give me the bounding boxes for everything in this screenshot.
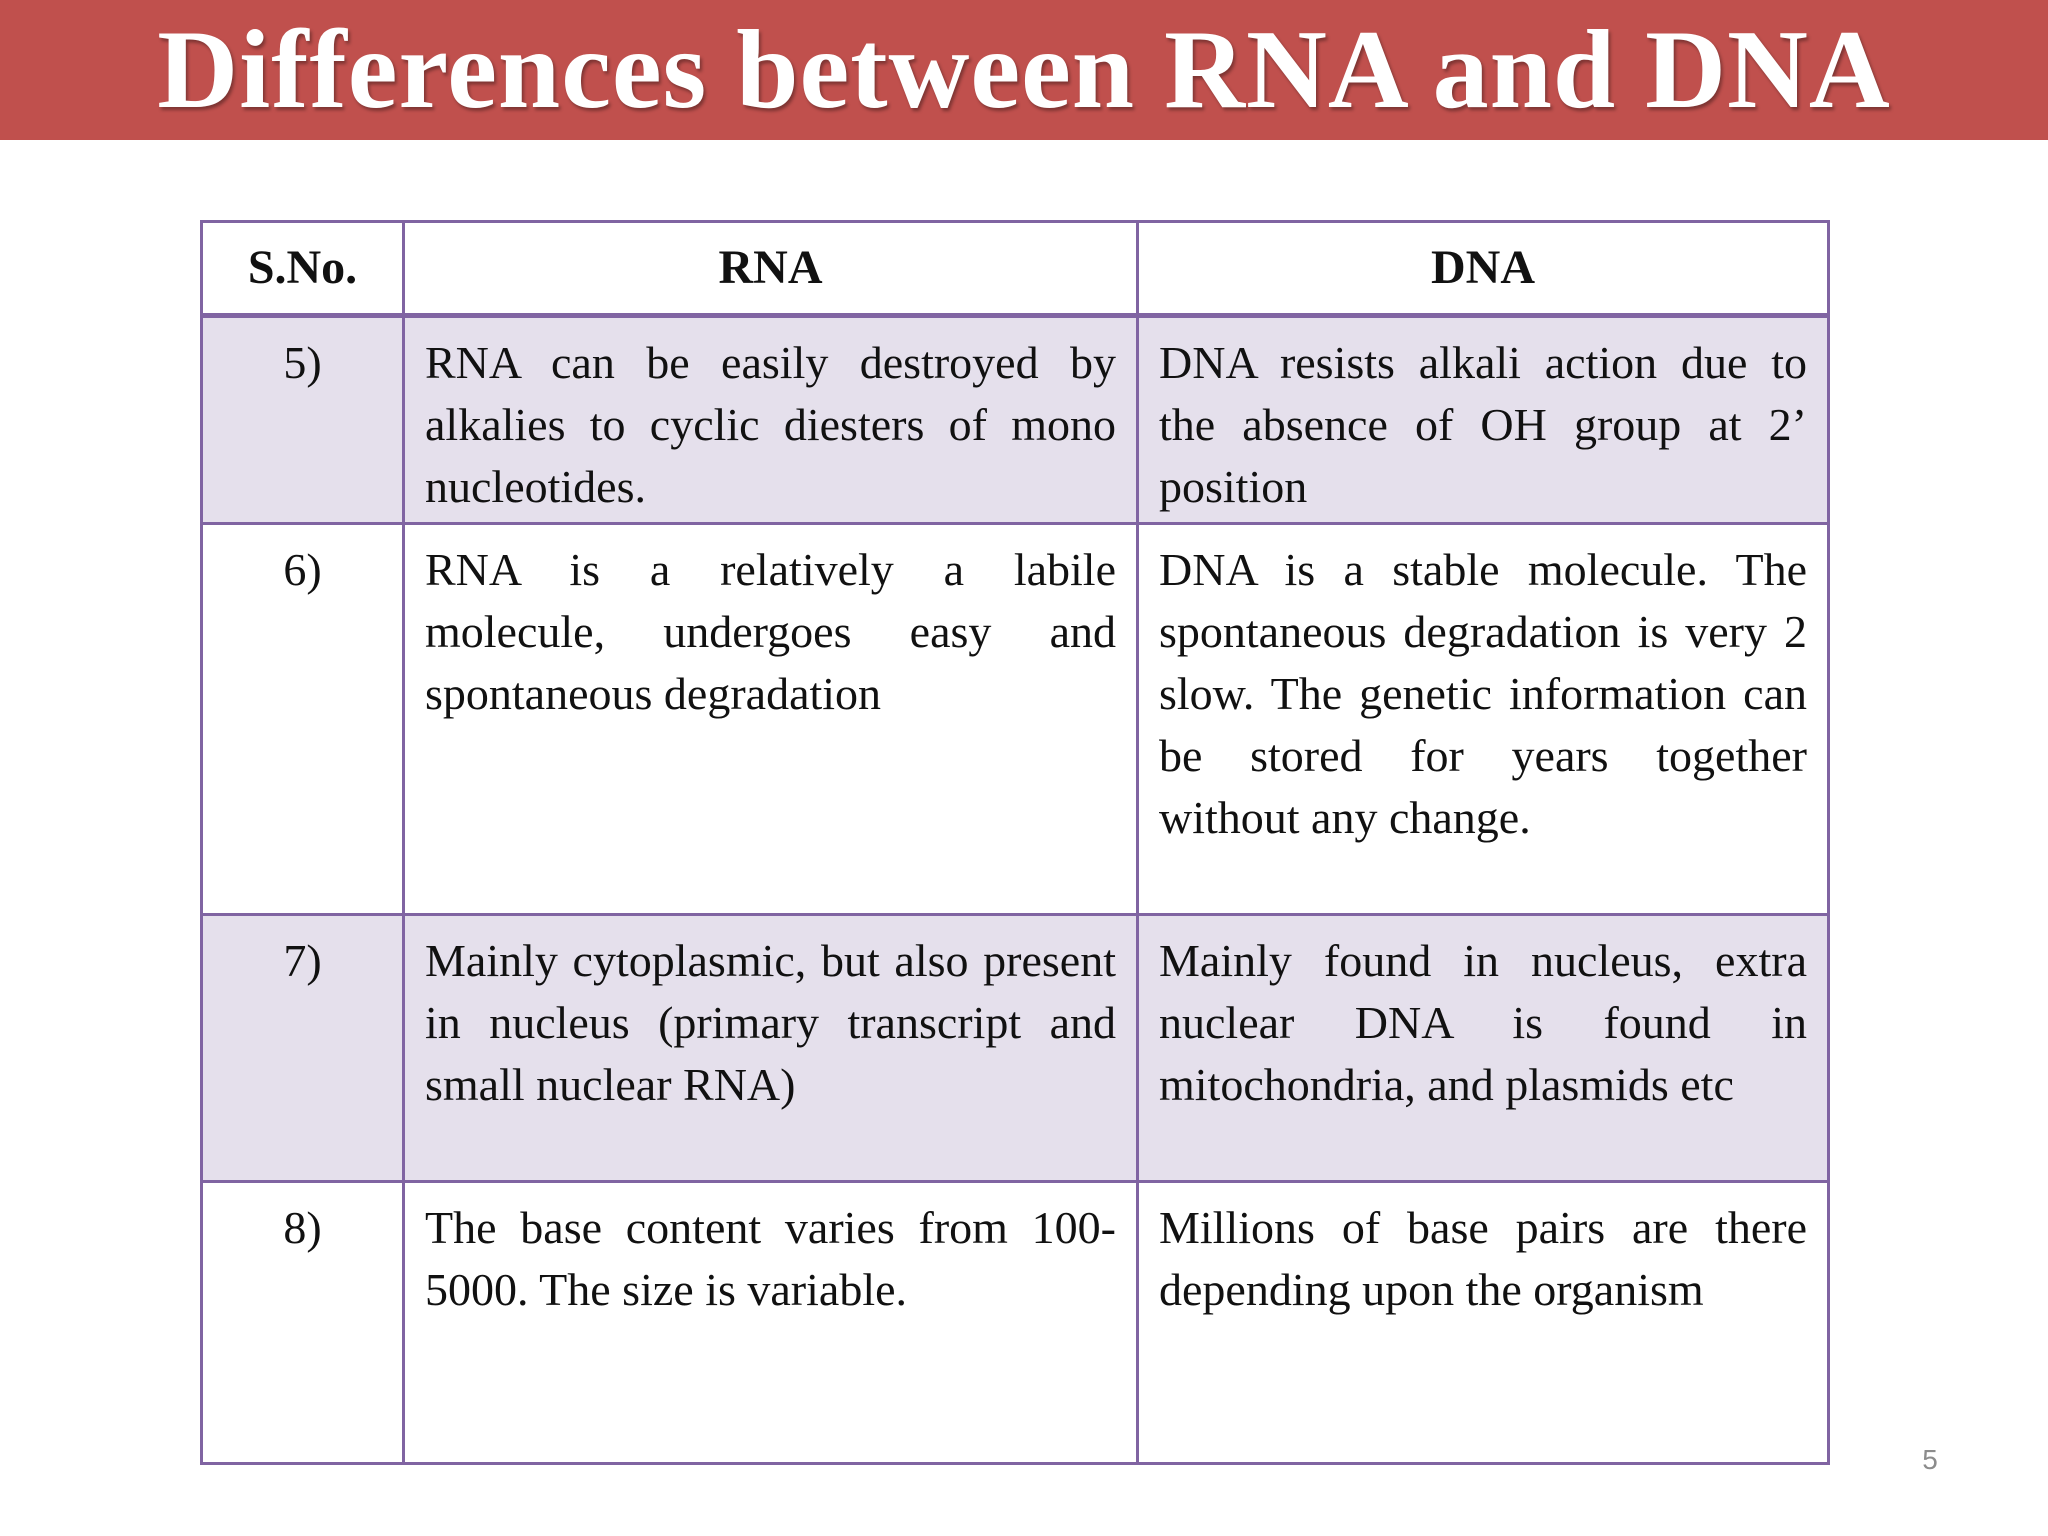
row-rna-cell: The base content varies from 100- 5000. The size is variable. [404, 1182, 1138, 1464]
row-rna-cell: Mainly cytoplasmic, but also present in nucleus (primary transcript and small nuclear RNA) [404, 915, 1138, 1182]
row-dna-cell: Millions of base pairs are there depending upon the organism [1138, 1182, 1829, 1464]
row-sno: 5) [202, 316, 404, 524]
row-sno: 8) [202, 1182, 404, 1464]
table-row [202, 915, 1829, 1182]
row-rna-cell: RNA can be easily destroyed by alkalies to cyclic diesters of mono nucleotides. [404, 316, 1138, 524]
row-dna-cell: DNA resists alkali action due to the absence of OH group at 2’ position [1138, 316, 1829, 524]
row-rna-cell: RNA is a relatively a labile molecule, undergoes easy and spontaneous degradation [404, 524, 1138, 915]
header-rna: RNA [404, 222, 1138, 316]
row-dna-cell: Mainly found in nucleus, extra nuclear DNA is found in mitochondria, and plasmids etc [1138, 915, 1829, 1182]
row-sno: 6) [202, 524, 404, 915]
row-sno: 7) [202, 915, 404, 1182]
table-header-row [202, 222, 1829, 316]
table-row [202, 524, 1829, 915]
slide-title: Differences between RNA and DNA [157, 8, 1891, 132]
header-sno: S.No. [202, 222, 404, 316]
table-row [202, 1182, 1829, 1464]
header-dna: DNA [1138, 222, 1829, 316]
page-number: 5 [1922, 1444, 1938, 1475]
title-bar [0, 0, 2048, 140]
row-dna-cell: DNA is a stable molecule. The spontaneous degradation is very 2 slow. The genetic information can be stored for years together without any change. [1138, 524, 1829, 915]
comparison-table [200, 220, 1830, 1465]
table-row [202, 316, 1829, 524]
